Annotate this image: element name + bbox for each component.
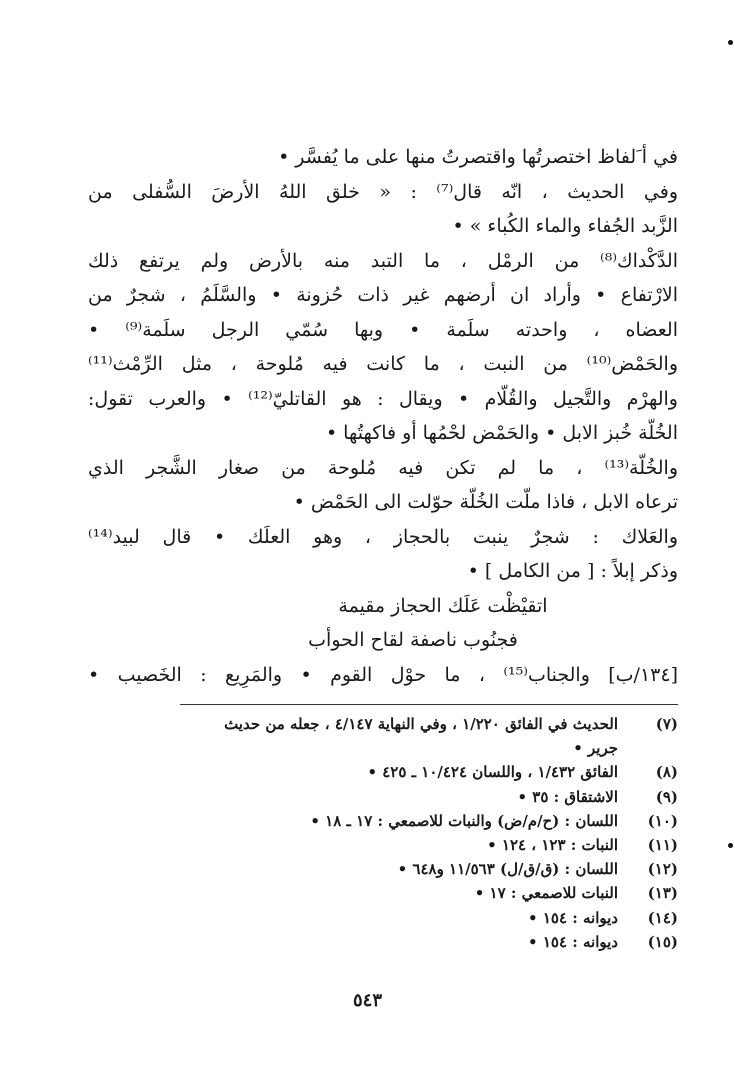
text-line: وذكر إبلاً : [ من الكامل ] • [467, 560, 678, 582]
footnote-text: اللسان : (ح/م/ض) والنبات للاصمعي : ١٧ ـ ١٨ • [310, 811, 618, 830]
text-line: والعَلاك : شجرٌ ينبت بالحجاز ، وهو العلَك • قال لبيد⁽¹⁴⁾ [88, 525, 678, 548]
text-line: العضاه ، واحدته سلَمة • وبها سُمّي الرجل سلَمة⁽⁹⁾ • [88, 318, 678, 341]
footnotes [88, 712, 678, 954]
footnote-text: جرير • [573, 739, 618, 758]
margin-dot-bottom [728, 843, 733, 848]
footnote-number: (١١) [647, 835, 678, 854]
text-line: والحَمْض⁽¹⁰⁾ من النبت ، ما كانت فيه مُلوحة ، مثل الرِّمْث⁽¹¹⁾ [88, 353, 678, 375]
poem-verse: اتقيْظْت عَلَك الحجاز مقيمة [338, 594, 548, 617]
text-line: الخُلّة خُبز الابل • والحَمْض لحْمُها أو فاكهتُها • [325, 422, 678, 444]
footnote [88, 881, 678, 905]
footnote-text: اللسان : (ق/ق/ل) ١١/٥٦٣ و٦٤٨ • [397, 860, 618, 879]
footnote-text: ديوانه : ١٥٤ • [528, 932, 618, 951]
footnote-text: الاشتقاق : ٣٥ • [517, 787, 618, 806]
footnote [88, 785, 678, 809]
footnote [88, 857, 678, 881]
footnote-number: (٨) [655, 763, 678, 782]
footnote [88, 930, 678, 954]
footnote-text: الحديث في الفائق ١/٢٢٠ ، وفي النهاية ٤/١٤٧ ، جعله من حديث [224, 715, 618, 733]
text-line: الدَّكْداك⁽⁸⁾ من الرمْل ، ما التبد منه بالأرض ولم يرتفع ذلك [88, 249, 678, 272]
footnote-text: ديوانه : ١٥٤ • [528, 908, 618, 927]
footnote-number: (٩) [655, 787, 678, 806]
footnote-divider [180, 704, 678, 705]
text-line: وفي الحديث ، انّه قال⁽⁷⁾ : « خلق اللهُ الأرضَ السُّفلى من [88, 180, 678, 203]
main-text [88, 140, 678, 692]
footnote [88, 906, 678, 930]
text-line: والهرْم والتَّجيل والقُلّام • ويقال : هو القاتليّ⁽¹²⁾ • والعرب تقول: [88, 387, 678, 410]
footnote-number: (٧) [655, 715, 678, 733]
footnote-text: النبات : ١٢٣ ، ١٢٤ • [487, 835, 618, 854]
footnote-number: (١٢) [647, 860, 678, 879]
margin-dot-top [728, 40, 733, 45]
footnote [88, 760, 678, 784]
footnote [88, 833, 678, 857]
text-line: ترعاه الابل ، فاذا ملّت الخُلّة حوّلت الى الحَمْض • [293, 491, 678, 513]
footnote [88, 712, 678, 736]
footnote-text: النبات للاصمعي : ١٧ • [474, 884, 618, 903]
footnote-number: (١٣) [647, 884, 678, 903]
text-line: الزَّبد الجُفاء والماء الكُباء » • [452, 215, 678, 237]
text-line: الارْتفاع • وأراد ان أرضهم غير ذات حُزونة • والسَّلَمُ ، شجرٌ من [88, 284, 678, 306]
footnote [88, 736, 678, 760]
text-line: والخُلّة⁽¹³⁾ ، ما لم تكن فيه مُلوحة من صغار الشَّجر الذي [88, 456, 678, 479]
page-number: ٥٤٣ [352, 990, 382, 1011]
footnote [88, 809, 678, 833]
text-line: في أ َلفاظ اختصرتُها واقتصرتُ منها على ما يُفسَّر • [278, 146, 678, 168]
footnote-text: الفائق ١/٤٣٢ ، واللسان ١٠/٤٢٤ ـ ٤٢٥ • [367, 763, 618, 782]
footnote-number: (١٠) [647, 811, 678, 830]
footnote-number: (١٤) [647, 908, 678, 927]
text-line: [١٣٤/ب] والجناب⁽¹⁵⁾ ، ما حوْل القوم • والمَرِيع : الخَصيب • [88, 663, 678, 686]
poem-verse: فجنُوب ناصفة لقاح الحوأب [308, 629, 518, 651]
footnote-number: (١٥) [647, 932, 678, 951]
